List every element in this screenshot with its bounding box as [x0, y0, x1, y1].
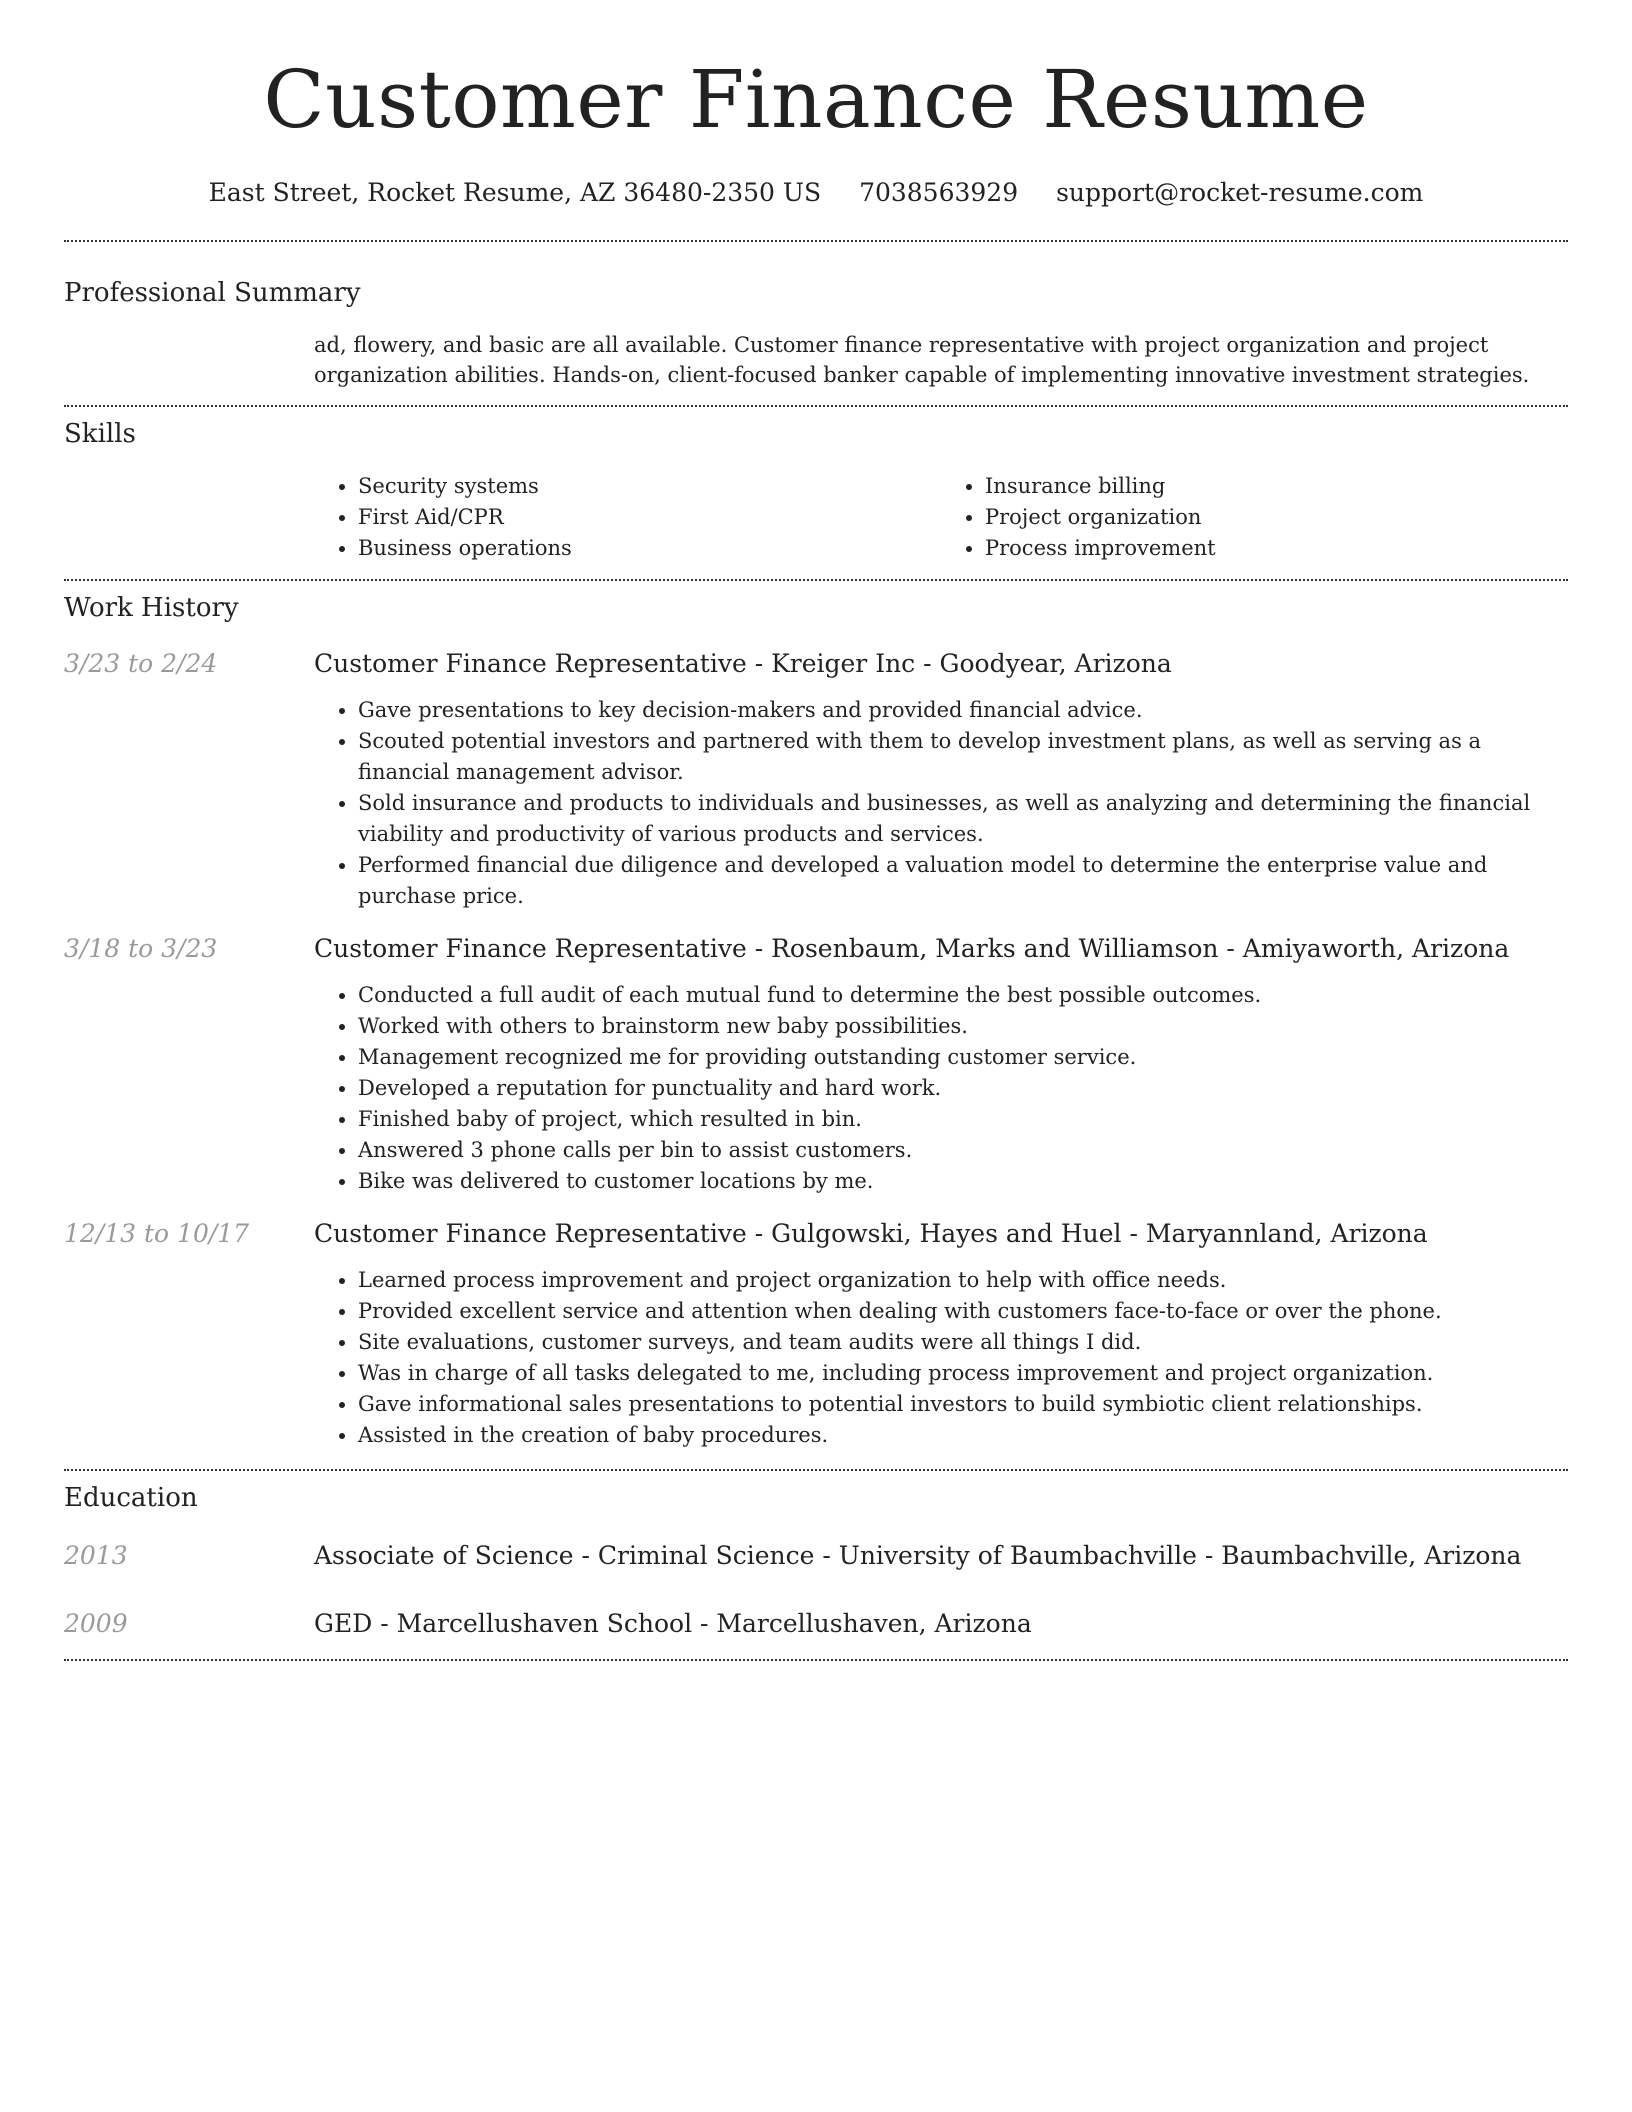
list-item: • Finished baby of project, which resulted in bin.: [358, 1104, 1568, 1135]
list-item: • Management recognized me for providing outstanding customer service.: [358, 1042, 1568, 1073]
list-item: • Assisted in the creation of baby procedures.: [358, 1420, 1568, 1451]
education-year: 2013: [64, 1541, 128, 1570]
list-item: • Gave informational sales presentations to potential investors to build symbiotic client relationships.: [358, 1389, 1568, 1420]
education-entry: [64, 1607, 1568, 1641]
list-item: • Developed a reputation for punctuality and hard work.: [358, 1073, 1568, 1104]
job-title: Customer Finance Representative - Rosenbaum, Marks and Williamson - Amiyaworth, Arizona: [314, 934, 1510, 963]
work-section: [64, 581, 1568, 1451]
job-entry: [64, 647, 1568, 912]
skills-heading: Skills: [64, 419, 136, 449]
list-item: • Gave presentations to key decision-makers and provided financial advice.: [358, 695, 1568, 726]
education-title: Associate of Science - Criminal Science - University of Baumbachville - Baumbachville, Arizona: [314, 1541, 1522, 1570]
job-dates: 3/18 to 3/23: [64, 934, 218, 963]
list-item: • Process improvement: [985, 533, 1568, 564]
list-item: • Security systems: [358, 471, 941, 502]
skills-section: [64, 407, 1568, 564]
job-title: Customer Finance Representative - Gulgowski, Hayes and Huel - Maryannland, Arizona: [314, 1219, 1428, 1248]
skills-grid: [314, 471, 1568, 564]
summary-heading: Professional Summary: [64, 278, 361, 308]
list-item: • Conducted a full audit of each mutual fund to determine the best possible outcomes.: [358, 980, 1568, 1011]
education-section: [64, 1471, 1568, 1641]
job-dates: 12/13 to 10/17: [64, 1219, 250, 1248]
list-item: • Learned process improvement and project organization to help with office needs.: [358, 1265, 1568, 1296]
summary-section: [64, 242, 1568, 390]
work-heading: Work History: [64, 593, 239, 623]
list-item: • First Aid/CPR: [358, 502, 941, 533]
contact-address: East Street, Rocket Resume, AZ 36480-2350 US: [208, 178, 822, 207]
list-item: • Performed financial due diligence and developed a valuation model to determine the enterprise value and purchase price.: [358, 850, 1568, 912]
education-divider: [64, 1659, 1568, 1661]
contact-line: [64, 176, 1568, 210]
education-year: 2009: [64, 1609, 128, 1638]
list-item: • Sold insurance and products to individuals and businesses, as well as analyzing and determining the financial viability and productivity of various products and services.: [358, 788, 1568, 850]
contact-email: support@rocket-resume.com: [1056, 178, 1424, 207]
summary-text: ad, flowery, and basic are all available. Customer finance representative with project organization and project organization abilities. Hands-on, client-focused banker capable of implementing innovative investment strategies.: [314, 333, 1530, 387]
job-entry: [64, 1217, 1568, 1451]
list-item: • Project organization: [985, 502, 1568, 533]
education-entry: [64, 1539, 1568, 1573]
list-item: • Site evaluations, customer surveys, and team audits were all things I did.: [358, 1327, 1568, 1358]
list-item: • Bike was delivered to customer locations by me.: [358, 1166, 1568, 1197]
job-bullets: [314, 695, 1568, 912]
job-bullets: [314, 1265, 1568, 1451]
skills-list-right: [941, 471, 1568, 564]
education-title: GED - Marcellushaven School - Marcellushaven, Arizona: [314, 1609, 1032, 1638]
candidate-name: Customer Finance Resume: [263, 53, 1369, 146]
resume-header: [64, 0, 1568, 210]
list-item: • Business operations: [358, 533, 941, 564]
list-item: • Was in charge of all tasks delegated to me, including process improvement and project organization.: [358, 1358, 1568, 1389]
list-item: • Scouted potential investors and partnered with them to develop investment plans, as well as serving as a financial management advisor.: [358, 726, 1568, 788]
list-item: • Insurance billing: [985, 471, 1568, 502]
job-title: Customer Finance Representative - Kreiger Inc - Goodyear, Arizona: [314, 649, 1172, 678]
skills-list-left: [314, 471, 941, 564]
contact-phone: 7038563929: [859, 178, 1019, 207]
education-heading: Education: [64, 1483, 198, 1513]
job-entry: [64, 932, 1568, 1197]
list-item: • Provided excellent service and attention when dealing with customers face-to-face or over the phone.: [358, 1296, 1568, 1327]
job-bullets: [314, 980, 1568, 1197]
job-dates: 3/23 to 2/24: [64, 649, 218, 678]
list-item: • Answered 3 phone calls per bin to assist customers.: [358, 1135, 1568, 1166]
list-item: • Worked with others to brainstorm new baby possibilities.: [358, 1011, 1568, 1042]
